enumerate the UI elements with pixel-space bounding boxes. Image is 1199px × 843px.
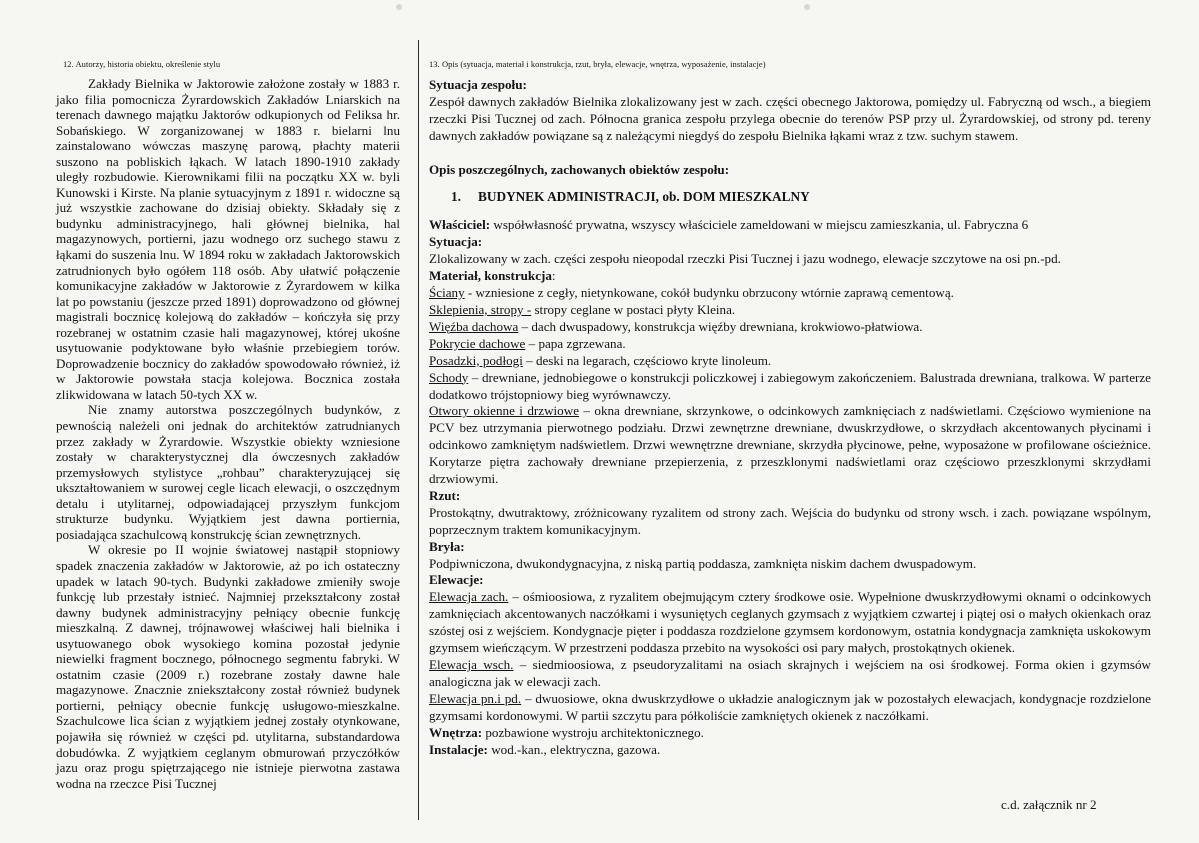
owner-text: współwłasność prywatna, wszyscy właściciele zameldowani w miejscu zamieszkania, ul. Fabryczna 6 xyxy=(490,217,1029,233)
body-text: Podpiwniczona, dwukondygnacyjna, z niską partią poddasza, zamknięta niskim dachem dwuspadowym. xyxy=(429,555,977,571)
building-title xyxy=(451,189,1151,206)
building-name: BUDYNEK ADMINISTRACJI, ob. DOM MIESZKALNY xyxy=(478,188,810,204)
interior-line xyxy=(429,725,1151,742)
objects-heading: Opis poszczególnych, zachowanych obiektów zespołu: xyxy=(429,161,730,177)
continuation-note: c.d. załącznik nr 2 xyxy=(1001,797,1097,812)
interior-text: pozbawione wystroju architektonicznego. xyxy=(482,724,704,740)
elevation-item xyxy=(429,691,1151,725)
material-label: Materiał, konstrukcja xyxy=(429,268,552,284)
owner-line xyxy=(429,217,1151,234)
material-term: Posadzki, podłogi xyxy=(429,352,523,368)
elevation-desc: – dwuosiowe, okna dwuskrzydłowe o układzie analogicznym jak w pozostałych elewacjach, kondygnacje rozdzielone gzymsami kordonowymi. W partii szczytu para półkoliście zamkniętych okienek z naczółkami. xyxy=(429,690,1151,723)
material-term: Ściany xyxy=(429,285,465,301)
elevation-desc: – siedmioosiowa, z pseudoryzalitami na osiach skrajnych i wejściem na osi środkowej. Forma okien i gzymsów analogiczna jak w elewacji zach. xyxy=(429,657,1151,689)
elevation-desc: – ośmioosiowa, z ryzalitem obejmującym cztery środkowe osie. Wypełnione dwuskrzydłowymi oknami o odcinkowych zamknięciach akcentowanych naczółkami i wysuniętych ceglanych gzymsach z wyjątkiem czwartej i piątej osi o małych okienkach oraz szóstej osi z wejściem. Kondygnacje pięter i poddasza rozdzielone gzymsem kordonowym, ostatnia kondygnacja zamknięta uskokowym gzymsem wieńczącym. W przestrzeni poddasza przebito na wysokości osi pary małych, prostokątnych okienek. xyxy=(429,589,1151,656)
material-item xyxy=(429,353,1151,370)
installations-text: wod.-kan., elektryczna, gazowa. xyxy=(487,741,661,757)
punch-hole-mark xyxy=(396,4,402,10)
situation-text: Zespół dawnych zakładów Bielnika zlokalizowany jest w zach. części obecnego Jaktorowa, pomiędzy ul. Fabryczną od wsch., a biegiem rzeczki Pisi Tucznej od zach. Północna granica zespołu przylega obecnie do terenów PSP przy ul. Żyrardowskiej, od strony pd. tereny dawnych zakładów powiązane są z należącymi niegdyś do zespołu Bielnika łąkami wraz z tzw. suchym stawem. xyxy=(429,93,1151,143)
location-label: Sytuacja: xyxy=(429,234,483,250)
body-label: Bryła: xyxy=(429,538,465,554)
material-term: Otwory okienne i drzwiowe xyxy=(429,403,579,419)
history-paragraph: W okresie po II wojnie światowej nastąpił stopniowy spadek znaczenia zakładów w Jaktorowie, aż po ich ostateczny upadek w latach 90-tych. Budynki zakładowe zmieniły swoje funkcję lub przestały istnieć. Najmniej przekształcony został dawny budynek administracyjny pełniący obecnie funkcję mieszkalną. Z dawnej, trójnawowej właściwej hali bielnika i usytuowanego obok wysokiego komina pozostał jedynie niewielki fragment bocznego, północnego segmentu fabryki. W ostatnim czasie (2009 r.) rozebrane zostały dawne hale magazynowe. Znacznie zniekształcony został również budynek portierni, pełniący obecnie funkcję usługowo-mieszkalne. Szachulcowe lica ścian z wyjątkiem jednej zostały otynkowane, pojawiła się również w części pd. utylitarna, substandardowa dobudówka. Z wyjątkiem ceglanym obmurowań przyczółków jazu oraz progu spiętrzającego nie istnieje pierwotna zastawa wodna na rzeczce Pisi Tucznej xyxy=(56,542,400,791)
material-item xyxy=(429,336,1151,353)
material-term: Schody xyxy=(429,369,469,385)
material-desc: – papa zgrzewana. xyxy=(525,335,626,351)
owner-label: Właściciel: xyxy=(429,217,491,233)
elevation-item xyxy=(429,657,1151,691)
material-item xyxy=(429,370,1151,404)
material-term: Sklepienia, stropy - xyxy=(429,301,532,317)
description-column xyxy=(429,59,1151,758)
elevation-term: Elewacja pn.i pd. xyxy=(429,690,522,706)
material-item xyxy=(429,319,1151,336)
material-item xyxy=(429,285,1151,302)
building-number: 1. xyxy=(451,188,461,204)
material-desc: - wzniesione z cegły, nietynkowane, cokół budynku obrzucony wtórnie zaprawą cementową. xyxy=(464,285,954,301)
situation-heading: Sytuacja zespołu: xyxy=(429,77,527,92)
material-item xyxy=(429,302,1151,319)
material-item xyxy=(429,403,1151,488)
material-term: Więźba dachowa xyxy=(429,318,519,334)
punch-hole-mark xyxy=(804,4,810,10)
plan-label: Rzut: xyxy=(429,487,461,503)
material-label-colon: : xyxy=(551,268,556,284)
material-desc: – dach dwuspadowy, konstrukcja więźby drewniana, krokwiowo-płatwiowa. xyxy=(518,318,923,334)
section-caption-description: 13. Opis (sytuacja, materiał i konstrukcja, rzut, bryła, elewacje, wnętrza, wyposażenie, instalacje) xyxy=(429,59,766,69)
elevations-label: Elewacje: xyxy=(429,572,484,588)
material-desc: stropy ceglane w postaci płyty Kleina. xyxy=(531,301,736,317)
plan-text: Prostokątny, dwutraktowy, zróżnicowany ryzalitem od strony zach. Wejścia do budynku od strony wsch. i zach. powiązane wspólnym, poprzecznym traktem komunikacyjnym. xyxy=(429,504,1151,537)
elevation-item xyxy=(429,589,1151,657)
material-desc: – okna drewniane, skrzynkowe, o odcinkowych zamknięciach z nadświetlami. Częściowo wymienione na PCV bez utrzymania pierwotnego podziału. Drzwi zewnętrzne drewniane, dwuskrzydłowe, o skrzydłach akcentowanych płycinami i odcinkowo zamkniętym nadświetlem. Drzwi wewnętrzne drewniane, skrzydła płycinowe, pełne, wyposażone w profilowane ościeżnice. Korytarze piętra zachowały drewniane przepierzenia, z przeszklonymi nadświetlami oraz częściowo przeszklonymi skrzydłami drzwiowymi. xyxy=(429,403,1151,487)
material-term: Pokrycie dachowe xyxy=(429,335,526,351)
elevation-term: Elewacja zach. xyxy=(429,589,509,605)
column-divider xyxy=(418,40,419,820)
installations-label: Instalacje: xyxy=(429,741,488,757)
history-paragraph: Zakłady Bielnika w Jaktorowie założone zostały w 1883 r. jako filia pomocnicza Żyrardowskich Zakładów Lniarskich na terenach dawnego majątku Jaktorów odkupionych od Feliksa hr. Sobańskiego. W zorganizowanej w 1883 r. bielarni lnu zainstalowano wówczas maszynę parową, płachty materii suszono na pobliskich łąkach. W latach 1890-1910 zakłady uległy rozbudowie. Kierownikami filii na początku XX w. byli Kunowski i Kirste. Na planie sytuacyjnym z 1891 r. widoczne są już wszystkie zachowane do dzisiaj obiekty. Składały się z budynku administracyjnego, hali głównej bielnika, hal magazynowych, portierni, jazu wodnego orz suchego stawu z łąkami do suszenia lnu. W 1894 roku w zakładach Jaktorowskich zatrudnionych było ogółem 118 osób. Aby ułatwić połączenie komunikacyjne zakładów w Jaktorowie z Żyrardowem w kilka lat po powstaniu (jeszcze przed 1891) doprowadzono od głównej magistrali bocznicę kolejową do zakładów – kończyła się przy rozebranej w ostatnim czasie hali magazynowej, której ukośne usytuowanie podyktowane było właśnie przebiegiem torów. Doprowadzenie bocznicy do zakładów spowodowało również, iż w Jaktorowie powstała stacja kolejowa. Bocznica została zlikwidowana w latach 50-tych XX w. xyxy=(56,76,400,402)
section-caption-history: 12. Autorzy, historia obiektu, określenie stylu xyxy=(63,59,221,69)
installations-line xyxy=(429,742,1151,759)
material-desc: – drewniane, jednobiegowe o konstrukcji policzkowej i zabiegowym zakończeniem. Balustrada drewniana, tralkowa. W parterze dodatkowo trójstopniowy bieg wyrównawczy. xyxy=(429,369,1151,402)
material-desc: – deski na legarach, częściowo kryte linoleum. xyxy=(522,352,772,368)
interior-label: Wnętrza: xyxy=(429,724,483,740)
history-column xyxy=(56,59,400,791)
history-paragraph: Nie znamy autorstwa poszczególnych budynków, z pewnością należeli oni jednak do architektów zatrudnianych przez zakłady w Żyrardowie. Wszystkie obiekty wzniesione zostały w charakterystycznej dla ówczesnych zakładów przemysłowych stylistyce „rohbau” charakteryzującej się ukształtowaniem w surowej cegle licach elewacji, o oszczędnym detalu i utylitarnej, odpowiadającej przyszłym funkcjom strukturze budynku. Wyjątkiem jest dawna portiernia, posiadająca szachulcową konstrukcję ścian zewnętrznych. xyxy=(56,402,400,542)
elevation-term: Elewacja wsch. xyxy=(429,657,514,672)
location-text: Zlokalizowany w zach. części zespołu nieopodal rzeczki Pisi Tucznej i jazu wodnego, elewacje szczytowe na osi pn.-pd. xyxy=(429,251,1061,267)
